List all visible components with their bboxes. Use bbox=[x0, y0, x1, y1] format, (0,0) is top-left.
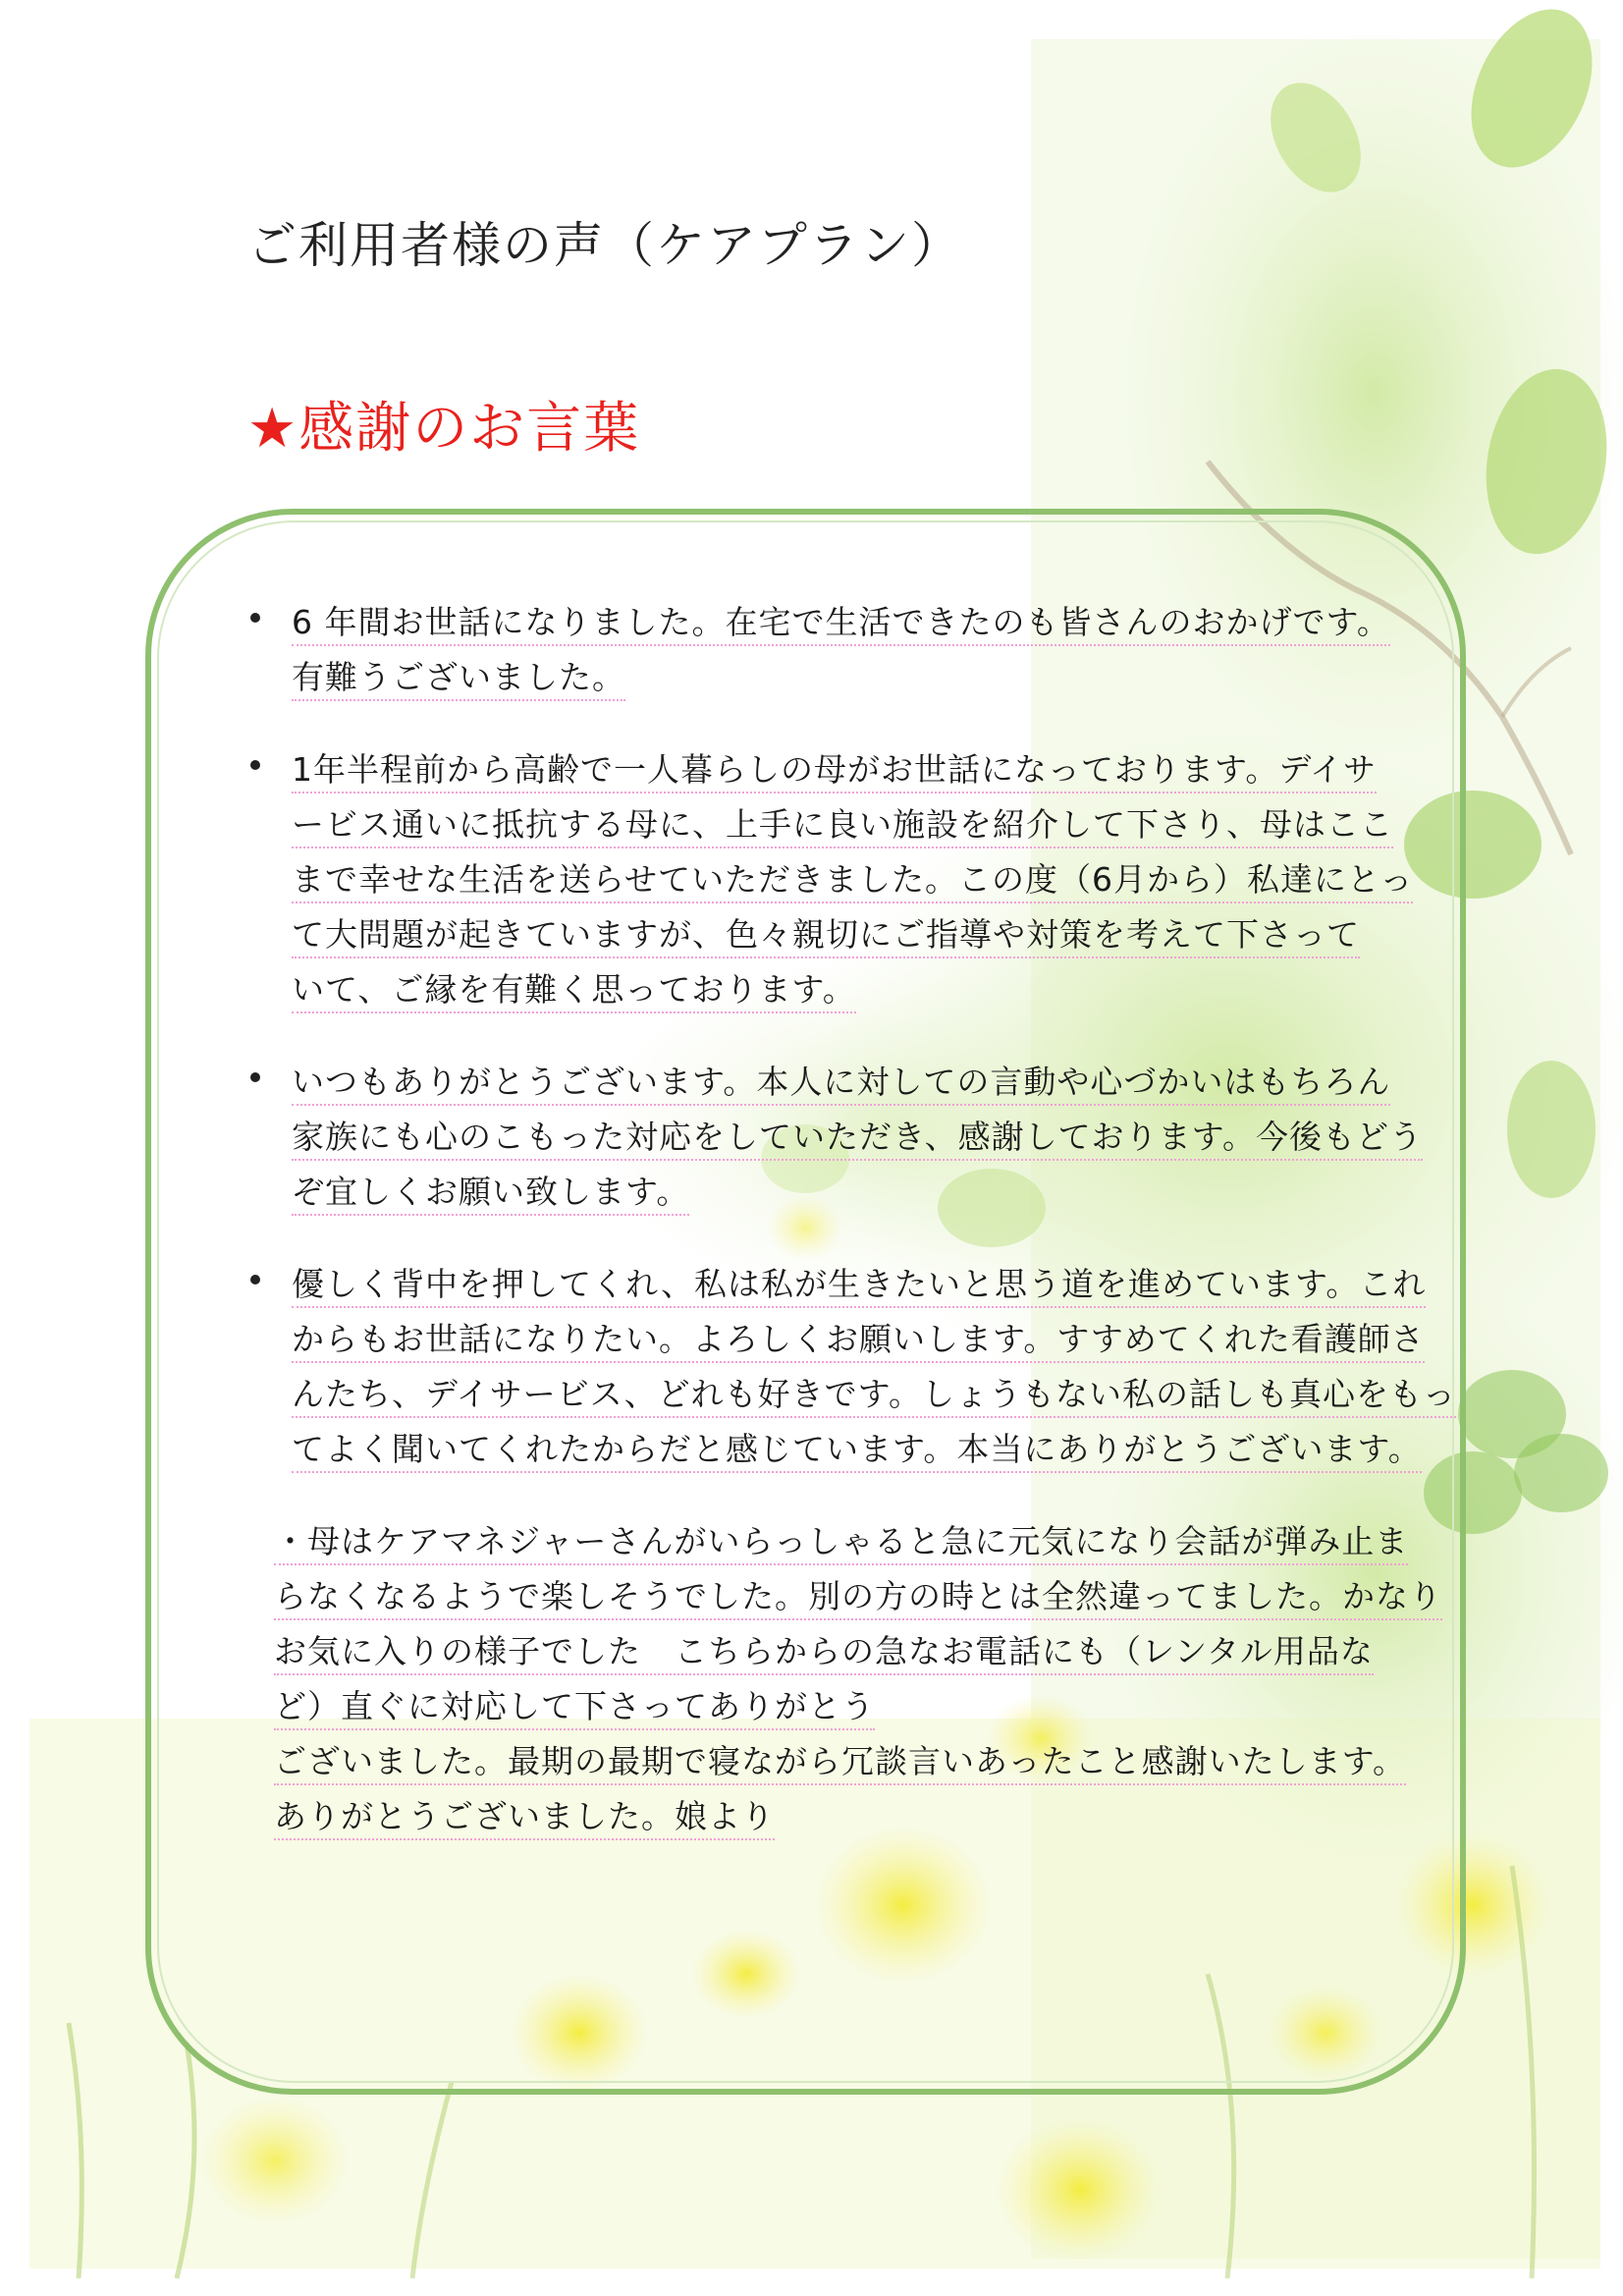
testimonial-line: ・母はケアマネジャーさんがいらっしゃると急に元気になり会話が弾み止ま bbox=[274, 1520, 1408, 1565]
testimonial-line: んたち、デイサービス、どれも好きです。しょうもない私の話しも真心をもっ bbox=[292, 1373, 1456, 1418]
bullet-icon bbox=[250, 1275, 260, 1285]
testimonial-line: て大問題が起きていますが、色々親切にご指導や対策を考えて下さって bbox=[292, 913, 1360, 958]
testimonial-line: 優しく背中を押してくれ、私は私が生きたいと思う道を進めています。これ bbox=[292, 1263, 1426, 1308]
bullet-icon bbox=[250, 1072, 260, 1082]
testimonial-line: いて、ご縁を有難く思っております。 bbox=[292, 968, 856, 1013]
testimonial-list bbox=[250, 601, 1457, 1887]
testimonial-item bbox=[250, 601, 1399, 701]
testimonial-item bbox=[250, 1061, 1424, 1216]
testimonial-line: まで幸せな生活を送らせていただきました。この度（6月から）私達にとっ bbox=[292, 858, 1413, 903]
testimonial-line: ぞ宜しくお願い致します。 bbox=[292, 1171, 689, 1216]
testimonial-item bbox=[250, 1263, 1457, 1473]
testimonial-line: ありがとうございました。娘より bbox=[274, 1795, 775, 1840]
bullet-icon bbox=[250, 613, 260, 623]
testimonial-line: 6 年間お世話になりました。在宅で生活できたのも皆さんのおかげです。 bbox=[292, 601, 1390, 646]
testimonial-line: らなくなるようで楽しそうでした。別の方の時とは全然違ってました。かなり bbox=[274, 1575, 1442, 1620]
testimonial-line: お気に入りの様子でした こちらからの急なお電話にも（レンタル用品な bbox=[274, 1630, 1374, 1675]
testimonial-line: いつもありがとうございます。本人に対しての言動や心づかいはもちろん bbox=[292, 1061, 1390, 1106]
testimonial-line: ど）直ぐに対応して下さってありがとう bbox=[274, 1685, 875, 1730]
testimonial-line: 1年半程前から高齢で一人暮らしの母がお世話になっております。デイサ bbox=[292, 748, 1377, 793]
testimonial-line: ございました。最期の最期で寝ながら冗談言いあったこと感謝いたします。 bbox=[274, 1740, 1406, 1785]
testimonial-item bbox=[250, 748, 1414, 1013]
testimonial-line: 家族にも心のこもった対応をしていただき、感謝しております。今後もどう bbox=[292, 1116, 1423, 1161]
bullet-icon bbox=[250, 760, 260, 770]
testimonial-line: てよく聞いてくれたからだと感じています。本当にありがとうございます。 bbox=[292, 1428, 1422, 1473]
page-title: ご利用者様の声（ケアプラン） bbox=[247, 217, 962, 274]
testimonial-line: からもお世話になりたい。よろしくお願いします。すすめてくれた看護師さ bbox=[292, 1318, 1425, 1363]
section-heading: ★感謝のお言葉 bbox=[247, 397, 641, 461]
testimonial-line: 有難うございました。 bbox=[292, 656, 625, 701]
testimonial-line: ービス通いに抵抗する母に、上手に良い施設を紹介して下さり、母はここ bbox=[292, 803, 1393, 848]
testimonial-item bbox=[250, 1520, 1442, 1840]
